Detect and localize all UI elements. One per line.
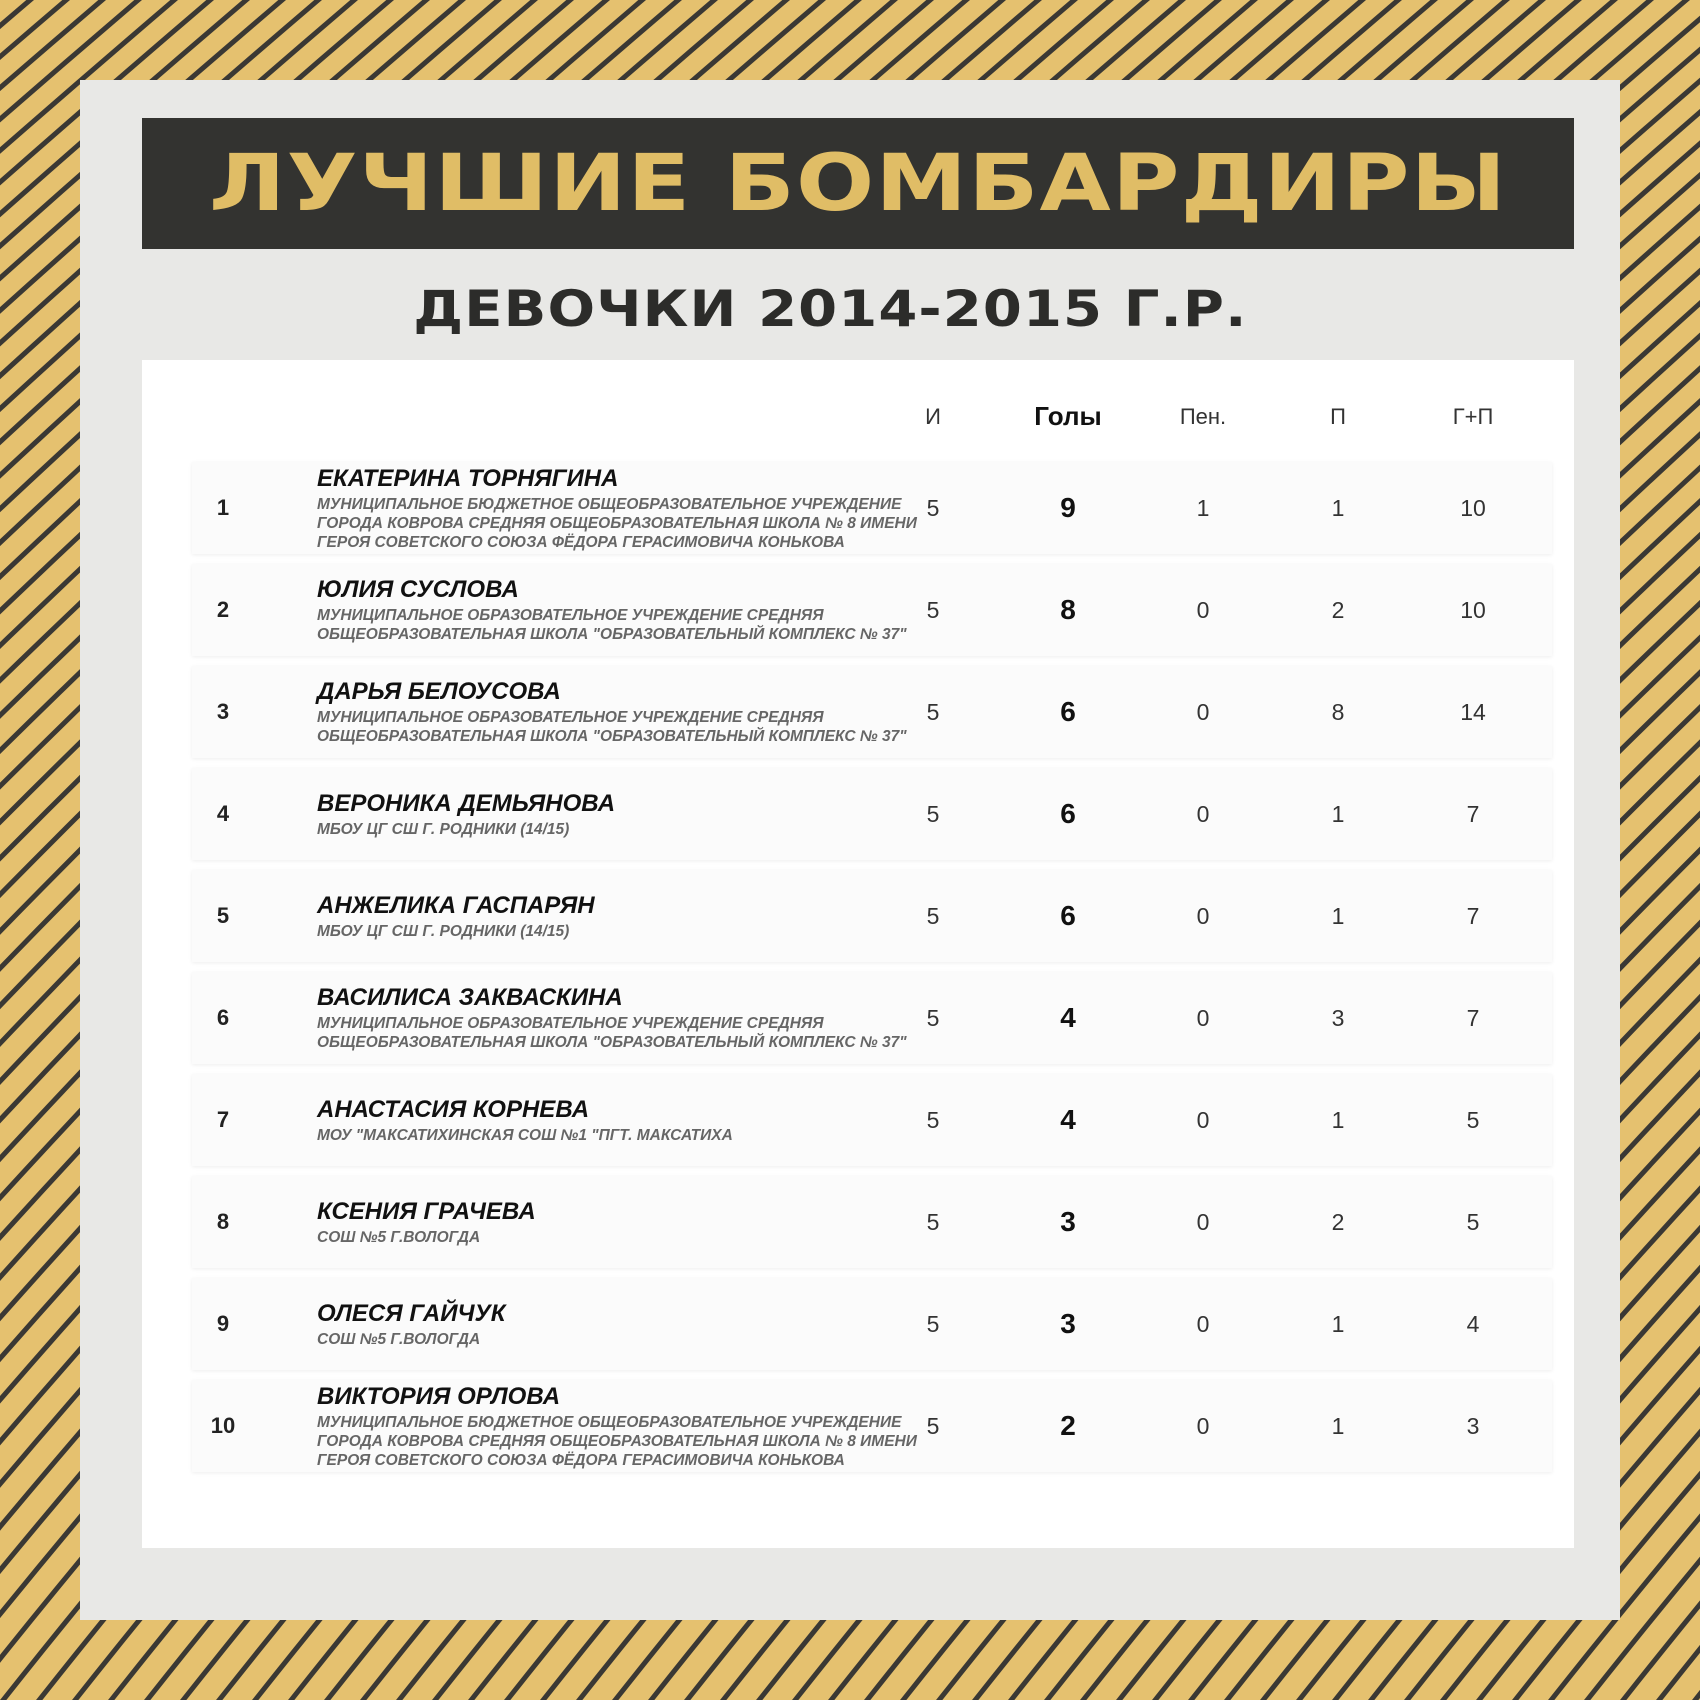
rank-number: 7 xyxy=(216,1107,230,1132)
cell-games: 5 xyxy=(926,800,940,827)
cell-assists: 2 xyxy=(1331,596,1345,623)
rank-number: 10 xyxy=(210,1413,236,1438)
player-name: ЮЛИЯ СУСЛОВА xyxy=(317,576,519,603)
title-banner xyxy=(142,118,1574,249)
cell-goals: 4 xyxy=(1060,1002,1076,1033)
cell-games: 5 xyxy=(926,698,940,725)
cell-points: 3 xyxy=(1466,1412,1480,1439)
player-name: АНЖЕЛИКА ГАСПАРЯН xyxy=(317,891,595,919)
player-school: МУНИЦИПАЛЬНОЕ БЮДЖЕТНОЕ ОБЩЕОБРАЗОВАТЕЛЬНОЕ УЧРЕЖДЕНИЕ ГОРОДА КОВРОВА СРЕДНЯЯ ОБЩЕОБРАЗОВАТЕЛЬНАЯ ШКОЛА № 8 ИМЕНИ ГЕРОЯ СОВЕТСКОГО СОЮЗА ФЁДОРА ГЕРАСИМОВИЧА КОНЬКОВА xyxy=(317,495,917,551)
table-row xyxy=(192,1176,1552,1268)
player-name: ВАСИЛИСА ЗАКВАСКИНА xyxy=(317,984,623,1011)
cell-penalties: 0 xyxy=(1196,698,1210,725)
cell-games: 5 xyxy=(926,1412,940,1439)
player-school: МБОУ ЦГ СШ Г. РОДНИКИ (14/15) xyxy=(317,820,570,838)
cell-games: 5 xyxy=(926,1310,940,1337)
cell-goals: 6 xyxy=(1060,696,1076,727)
rank-number: 9 xyxy=(216,1311,230,1336)
cell-games: 5 xyxy=(926,1004,940,1031)
cell-penalties: 0 xyxy=(1196,800,1210,827)
cell-points: 10 xyxy=(1460,596,1486,623)
player-name: ВЕРОНИКА ДЕМЬЯНОВА xyxy=(317,789,616,817)
table-row xyxy=(192,1380,1552,1472)
player-school: СОШ №5 Г.ВОЛОГДА xyxy=(317,1330,481,1348)
cell-points: 5 xyxy=(1466,1208,1480,1235)
page-title: ЛУЧШИЕ БОМБАРДИРЫ xyxy=(208,138,1508,229)
table-row xyxy=(192,666,1552,758)
rank-number: 8 xyxy=(216,1209,230,1234)
scorers-table xyxy=(142,360,1574,1548)
cell-points: 4 xyxy=(1466,1310,1480,1337)
cell-goals: 6 xyxy=(1060,900,1076,931)
cell-points: 7 xyxy=(1466,1004,1480,1031)
cell-penalties: 0 xyxy=(1196,902,1210,929)
cell-goals: 9 xyxy=(1060,492,1076,523)
cell-assists: 3 xyxy=(1331,1004,1345,1031)
cell-assists: 1 xyxy=(1331,1412,1345,1439)
table-row xyxy=(192,972,1552,1064)
cell-assists: 1 xyxy=(1331,800,1345,827)
cell-goals: 8 xyxy=(1060,594,1076,625)
cell-points: 14 xyxy=(1460,698,1486,725)
cell-assists: 1 xyxy=(1331,1106,1345,1133)
subtitle-text: ДЕВОЧКИ 2014-2015 Г.Р. xyxy=(412,280,1248,338)
player-info xyxy=(317,1176,957,1268)
cell-games: 5 xyxy=(926,596,940,623)
cell-goals: 2 xyxy=(1060,1410,1076,1441)
cell-penalties: 1 xyxy=(1196,494,1210,521)
player-school: МБОУ ЦГ СШ Г. РОДНИКИ (14/15) xyxy=(317,922,570,940)
table-row xyxy=(192,768,1552,860)
rank-number: 6 xyxy=(216,1005,230,1030)
cell-penalties: 0 xyxy=(1196,1310,1210,1337)
cell-games: 5 xyxy=(926,1106,940,1133)
player-school: МОУ "МАКСАТИХИНСКАЯ СОШ №1 "ПГТ. МАКСАТИХА xyxy=(317,1126,733,1144)
page-subtitle xyxy=(80,280,1620,338)
cell-goals: 3 xyxy=(1060,1206,1076,1237)
cell-penalties: 0 xyxy=(1196,596,1210,623)
cell-goals: 3 xyxy=(1060,1308,1076,1339)
player-school: МУНИЦИПАЛЬНОЕ БЮДЖЕТНОЕ ОБЩЕОБРАЗОВАТЕЛЬНОЕ УЧРЕЖДЕНИЕ ГОРОДА КОВРОВА СРЕДНЯЯ ОБЩЕОБРАЗОВАТЕЛЬНАЯ ШКОЛА № 8 ИМЕНИ ГЕРОЯ СОВЕТСКОГО СОЮЗА ФЁДОРА ГЕРАСИМОВИЧА КОНЬКОВА xyxy=(317,1413,917,1469)
player-info xyxy=(317,1380,957,1472)
cell-points: 10 xyxy=(1460,494,1486,521)
player-info xyxy=(317,462,957,554)
cell-penalties: 0 xyxy=(1196,1208,1210,1235)
rank-number: 2 xyxy=(216,597,230,622)
table-row xyxy=(192,462,1552,554)
player-info xyxy=(317,666,957,758)
player-name: КСЕНИЯ ГРАЧЕВА xyxy=(317,1197,536,1225)
rank-number: 3 xyxy=(216,699,230,724)
column-header-goals: Голы xyxy=(1034,401,1102,431)
cell-games: 5 xyxy=(926,902,940,929)
column-header-points: Г+П xyxy=(1452,404,1494,429)
table-row xyxy=(192,870,1552,962)
cell-assists: 1 xyxy=(1331,1310,1345,1337)
player-info xyxy=(317,1074,957,1166)
cell-assists: 8 xyxy=(1331,698,1345,725)
scoreboard-card xyxy=(80,80,1620,1620)
cell-goals: 6 xyxy=(1060,798,1076,829)
cell-games: 5 xyxy=(926,494,940,521)
cell-points: 5 xyxy=(1466,1106,1480,1133)
cell-points: 7 xyxy=(1466,800,1480,827)
player-info xyxy=(317,564,957,656)
player-name: ВИКТОРИЯ ОРЛОВА xyxy=(317,1382,561,1410)
player-school: МУНИЦИПАЛЬНОЕ ОБРАЗОВАТЕЛЬНОЕ УЧРЕЖДЕНИЕ СРЕДНЯЯ ОБЩЕОБРАЗОВАТЕЛЬНАЯ ШКОЛА "ОБРАЗОВАТЕЛЬНЫЙ КОМПЛЕКС № 37" xyxy=(317,607,907,643)
cell-games: 5 xyxy=(926,1208,940,1235)
player-info xyxy=(317,972,957,1064)
cell-penalties: 0 xyxy=(1196,1412,1210,1439)
player-info xyxy=(317,768,957,860)
column-header-games: И xyxy=(925,404,941,429)
player-name: ДАРЬЯ БЕЛОУСОВА xyxy=(317,678,561,705)
rank-number: 5 xyxy=(216,903,230,928)
column-header-penalties: Пен. xyxy=(1179,404,1227,429)
cell-assists: 2 xyxy=(1331,1208,1345,1235)
player-name: АНАСТАСИЯ КОРНЕВА xyxy=(317,1095,590,1123)
rank-number: 4 xyxy=(216,801,230,826)
cell-points: 7 xyxy=(1466,902,1480,929)
cell-penalties: 0 xyxy=(1196,1106,1210,1133)
player-school: МУНИЦИПАЛЬНОЕ ОБРАЗОВАТЕЛЬНОЕ УЧРЕЖДЕНИЕ СРЕДНЯЯ ОБЩЕОБРАЗОВАТЕЛЬНАЯ ШКОЛА "ОБРАЗОВАТЕЛЬНЫЙ КОМПЛЕКС № 37" xyxy=(317,709,907,745)
player-name: ОЛЕСЯ ГАЙЧУК xyxy=(317,1299,506,1327)
player-school: СОШ №5 Г.ВОЛОГДА xyxy=(317,1228,481,1246)
cell-assists: 1 xyxy=(1331,494,1345,521)
player-name: ЕКАТЕРИНА ТОРНЯГИНА xyxy=(317,464,619,492)
cell-penalties: 0 xyxy=(1196,1004,1210,1031)
table-row xyxy=(192,564,1552,656)
player-info xyxy=(317,1278,957,1370)
player-info xyxy=(317,870,957,962)
cell-assists: 1 xyxy=(1331,902,1345,929)
column-header-assists: П xyxy=(1330,404,1346,429)
table-row xyxy=(192,1074,1552,1166)
player-school: МУНИЦИПАЛЬНОЕ ОБРАЗОВАТЕЛЬНОЕ УЧРЕЖДЕНИЕ СРЕДНЯЯ ОБЩЕОБРАЗОВАТЕЛЬНАЯ ШКОЛА "ОБРАЗОВАТЕЛЬНЫЙ КОМПЛЕКС № 37" xyxy=(317,1015,907,1051)
rank-number: 1 xyxy=(216,495,230,520)
table-row xyxy=(192,1278,1552,1370)
cell-goals: 4 xyxy=(1060,1104,1076,1135)
